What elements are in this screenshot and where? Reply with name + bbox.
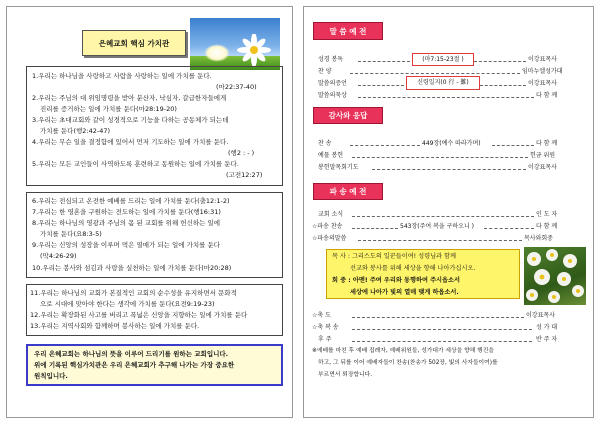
response-row-person: 헌금 위원 [530, 152, 556, 159]
worship-row-person: 이강표목사 [528, 56, 557, 63]
value-9-ref: (막4:26-29) [40, 252, 77, 260]
core-values-title-box [82, 30, 186, 56]
response-row-label: 찬 송 [318, 140, 332, 147]
value-6: 6.우리는 전심되고 온전한 예배를 드리는 일에 가치를 둔다(출12:1-2) [32, 197, 230, 205]
response-row-person: 다 함 께 [536, 140, 558, 147]
closing-row-person: 성 가 대 [536, 324, 558, 331]
closing-note-2: 하고, 그 뒤를 이어 예배자들이 찬송(찬송가 502장, 빛의 사자들이여)를 [318, 360, 498, 366]
closing-row-person: 반 주 자 [536, 336, 558, 343]
worship-row-label: 찬 양 [318, 68, 332, 75]
white-flowers-photo [524, 247, 586, 305]
scripture-reading-box: (마7:15-23절 ) [412, 53, 474, 66]
sun-glow-icon [204, 44, 230, 62]
mission-line-4: 세상에 나아가 빛의 열매 맺게 하옵소서. [350, 289, 459, 296]
worship-row-label: 말씀의증언 [318, 80, 347, 87]
sending-header: 파 송 예 전 [313, 183, 383, 200]
sending-row-person: 인 도 자 [536, 211, 558, 218]
value-13: 13.우리는 지역사회와 함께하며 봉사하는 일에 가치를 둔다. [30, 322, 200, 330]
value-7: 7.우리는 한 영혼을 구원하는 전도하는 일에 가치를 둔다(행16:31) [32, 208, 221, 216]
value-2-cont: 진리를 증거하는 일에 가치를 둔다(마28:19-20) [40, 105, 177, 113]
footer-line-1: 우리 은혜교회는 하나님의 뜻을 이루어 드리기를 원하는 교회입니다. [34, 350, 229, 358]
closing-note-1: ※예배를 마친 후 예배 집례자, 예배위원들, 성가대가 세상을 향해 행진을 [312, 348, 494, 354]
footer-line-2: 위에 기록된 핵심가치관은 우리 은혜교회가 추구해 나가는 가장 중요한 [34, 361, 235, 369]
sending-row-label: 교회 소식 [318, 211, 344, 218]
value-10: 10.우리는 봉사와 섬김과 사랑을 실천하는 일에 가치를 둔다(마20:28) [32, 264, 232, 272]
value-12: 12.우리는 확장화된 사고를 버리고 폭넓은 신앙을 지향하는 일에 가치를 둔다 [30, 311, 248, 319]
worship-row-label: 성경 봉독 [318, 56, 344, 63]
value-3: 3.우리는 초대교회와 같이 성경적으로 기능을 다하는 공동체가 되는데 [32, 116, 229, 124]
closing-row-label: ☆축 도 [312, 312, 331, 319]
footer-line-3: 원칙입니다. [34, 372, 68, 380]
value-1: 1.우리는 하나님을 사랑하고 사람을 사랑하는 일에 가치를 둔다. [32, 72, 212, 80]
mission-line-2: 선교와 봉사를 위해 세상을 향해 나아가십시오. [350, 265, 476, 272]
response-header: 감사와 응답 [313, 107, 383, 124]
flower-cluster-icon [524, 247, 586, 305]
sermon-title-box: 신령일지(0 行 - 難) [406, 76, 480, 90]
value-5-ref: (고전12:27) [226, 171, 263, 179]
worship-row-person: 이강표목사 [528, 80, 557, 87]
core-values-title: 은혜교회 핵심 가치관 [98, 38, 170, 48]
sending-row-label: ☆파송의말씀 [312, 235, 347, 242]
value-1-ref: (마22:37-40) [216, 83, 257, 91]
response-row-person: 이강표목사 [528, 164, 557, 171]
sky-daisy-photo [190, 18, 280, 70]
value-11: 11.우리는 하나님의 교회가 본질적인 교회의 순수성을 유지하면서 문화적 [30, 289, 237, 297]
closing-note-3: 부르면서 퇴장합니다. [318, 372, 373, 378]
value-11-cont: 으로 시대에 맞아야 한다는 생각에 가치를 둔다(요전9:19-23) [40, 300, 215, 308]
worship-row-person: 다 함 께 [536, 92, 558, 99]
worship-header: 말 씀 예 전 [313, 22, 383, 40]
hymn-449: 449장(예수 따라가며) [422, 140, 481, 147]
mission-line-3: 회 중 : 아멘! 주여 우리와 동행하여 주시옵소서 [332, 277, 460, 284]
mission-line-1: 목 사 : 그리스도의 일꾼들이여! 성령님과 함께 [332, 253, 456, 260]
worship-row-person: 임마누엘성가대 [522, 68, 563, 75]
value-8: 8.우리는 하나님의 영광과 주님의 몸 된 교회를 위해 헌신하는 일에 [32, 219, 221, 227]
sending-row-label: ☆파송 찬송 [312, 223, 343, 230]
value-4-ref: (행2 : - ) [228, 149, 255, 157]
closing-row-person: 이강표목사 [526, 312, 555, 319]
closing-row-label: 후 주 [318, 336, 332, 343]
value-9: 9.우리는 신앙의 성장을 이루며 먹은 열매가 되는 일에 가치를 둔다 [32, 241, 221, 249]
worship-row-label: 말씀의묵상 [318, 92, 347, 99]
value-5: 5.우리는 모든 교인들이 사역하도록 훈련하고 동원하는 일에 가치를 둔다. [32, 160, 239, 168]
value-3-cont: 가치를 둔다(행2:42-47) [40, 127, 111, 135]
response-row-label: 예물 봉헌 [318, 152, 344, 159]
sending-row-person: 목사와회중 [524, 235, 553, 242]
value-4: 4.우리는 무슨 일을 결정함에 있어서 먼저 기도하는 일에 가치를 둔다. [32, 138, 229, 146]
response-row-label: 봉헌말목회기도 [318, 164, 359, 171]
daisy-icon [234, 34, 274, 68]
value-8-cont: 가치를 둔다(요8:3-5) [40, 230, 102, 238]
closing-row-label: ☆축 복 송 [312, 324, 339, 331]
value-2: 2.우리는 주님의 대 위임명령을 받아 분산자, 낙심자, 갈급한자들에게 [32, 94, 227, 102]
sending-row-person: 다 함 께 [536, 223, 558, 230]
hymn-543: 543장(주여 복을 구하오니 ) [400, 223, 475, 230]
